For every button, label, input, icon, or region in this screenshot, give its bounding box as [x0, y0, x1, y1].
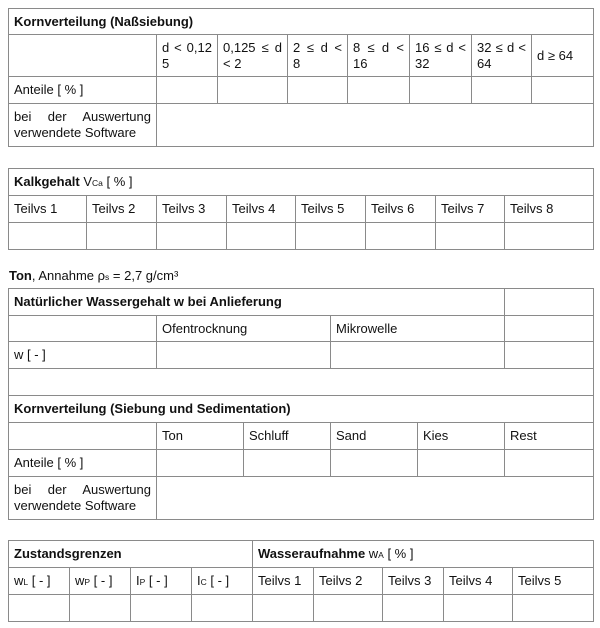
column-header: 32 ≤ d < 64 [472, 35, 532, 77]
column-header: Teilvs 6 [366, 196, 436, 223]
software-input-cell[interactable] [157, 477, 594, 520]
input-cell[interactable] [157, 223, 227, 250]
column-header: Teilvs 3 [383, 568, 444, 595]
input-cell[interactable] [244, 450, 331, 477]
row-label: Anteile [ % ] [9, 77, 157, 104]
table-row [9, 223, 594, 250]
section-title: Kalkgehalt VCa [ % ] [9, 169, 594, 196]
input-cell[interactable] [227, 223, 296, 250]
input-cell[interactable] [348, 77, 410, 104]
table-row [9, 104, 594, 147]
kalkgehalt-table [8, 168, 594, 250]
header-row [9, 196, 594, 223]
column-header: Teilvs 7 [436, 196, 505, 223]
input-cell[interactable] [472, 77, 532, 104]
input-cell[interactable] [70, 595, 131, 622]
column-header: IP [ - ] [131, 568, 192, 595]
input-cell[interactable] [314, 595, 383, 622]
row-label: bei der Auswertung verwendete Software [9, 104, 157, 147]
column-header: Teilvs 2 [87, 196, 157, 223]
section-title: Kornverteilung (Siebung und Sedimentation) [9, 396, 594, 423]
column-header: 2 ≤ d < 8 [288, 35, 348, 77]
column-header: 16 ≤ d < 32 [410, 35, 472, 77]
column-header: wL [ - ] [9, 568, 70, 595]
input-cell[interactable] [296, 223, 366, 250]
kornverteilung-nass-table [8, 8, 594, 147]
input-cell[interactable] [9, 223, 87, 250]
input-cell[interactable] [331, 342, 505, 369]
header-row [9, 35, 594, 77]
column-header: Rest [505, 423, 594, 450]
column-header: Teilvs 1 [9, 196, 87, 223]
input-cell[interactable] [192, 595, 253, 622]
column-header: Teilvs 5 [296, 196, 366, 223]
table-row [9, 595, 594, 622]
input-cell[interactable] [418, 450, 505, 477]
input-cell[interactable] [288, 77, 348, 104]
section-title: Kornverteilung (Naßsiebung) [9, 9, 594, 35]
empty-cell [505, 316, 594, 342]
wasseraufnahme-title: Wasseraufnahme wA [ % ] [253, 541, 594, 568]
section-title: Natürlicher Wassergehalt w bei Anlieferung [9, 289, 505, 316]
row-label: w [ - ] [9, 342, 157, 369]
empty-header-cell [9, 316, 157, 342]
column-header: Kies [418, 423, 505, 450]
table-row [9, 77, 594, 104]
software-input-cell[interactable] [157, 104, 594, 147]
spacer-row [9, 369, 594, 396]
input-cell[interactable] [331, 450, 418, 477]
input-cell[interactable] [436, 223, 505, 250]
empty-header-cell [9, 35, 157, 77]
input-cell[interactable] [410, 77, 472, 104]
ton-caption: Ton, Annahme ρs = 2,7 g/cm³ [9, 268, 179, 283]
input-cell[interactable] [505, 342, 594, 369]
column-header: Sand [331, 423, 418, 450]
ton-table [8, 288, 594, 520]
table-row [9, 450, 594, 477]
input-cell[interactable] [383, 595, 444, 622]
column-header: Teilvs 2 [314, 568, 383, 595]
input-cell[interactable] [157, 77, 218, 104]
column-header: Ofentrocknung [157, 316, 331, 342]
table-row [9, 477, 594, 520]
input-cell[interactable] [157, 342, 331, 369]
table-row [9, 342, 594, 369]
header-row [9, 316, 594, 342]
input-cell[interactable] [505, 450, 594, 477]
column-header: 8 ≤ d < 16 [348, 35, 410, 77]
column-header: Schluff [244, 423, 331, 450]
input-cell[interactable] [505, 223, 594, 250]
row-label: Anteile [ % ] [9, 450, 157, 477]
column-header: wP [ - ] [70, 568, 131, 595]
empty-cell [505, 289, 594, 316]
input-cell[interactable] [218, 77, 288, 104]
input-cell[interactable] [532, 77, 594, 104]
column-header: Teilvs 1 [253, 568, 314, 595]
header-row [9, 568, 594, 595]
input-cell[interactable] [253, 595, 314, 622]
column-header: d ≥ 64 [532, 35, 594, 77]
input-cell[interactable] [87, 223, 157, 250]
column-header: IC [ - ] [192, 568, 253, 595]
column-header: d < 0,12 5 [157, 35, 218, 77]
column-header: Ton [157, 423, 244, 450]
row-label: bei der Auswertung verwendete Software [9, 477, 157, 520]
column-header: 0,125 ≤ d < 2 [218, 35, 288, 77]
column-header: Teilvs 3 [157, 196, 227, 223]
zustandsgrenzen-title: Zustandsgrenzen [9, 541, 253, 568]
input-cell[interactable] [513, 595, 594, 622]
input-cell[interactable] [131, 595, 192, 622]
column-header: Teilvs 4 [444, 568, 513, 595]
column-header: Teilvs 4 [227, 196, 296, 223]
input-cell[interactable] [444, 595, 513, 622]
empty-header-cell [9, 423, 157, 450]
empty-cell [9, 369, 594, 396]
input-cell[interactable] [9, 595, 70, 622]
header-row [9, 423, 594, 450]
zustandsgrenzen-wasseraufnahme-table [8, 540, 594, 622]
column-header: Teilvs 8 [505, 196, 594, 223]
input-cell[interactable] [157, 450, 244, 477]
column-header: Teilvs 5 [513, 568, 594, 595]
column-header: Mikrowelle [331, 316, 505, 342]
input-cell[interactable] [366, 223, 436, 250]
